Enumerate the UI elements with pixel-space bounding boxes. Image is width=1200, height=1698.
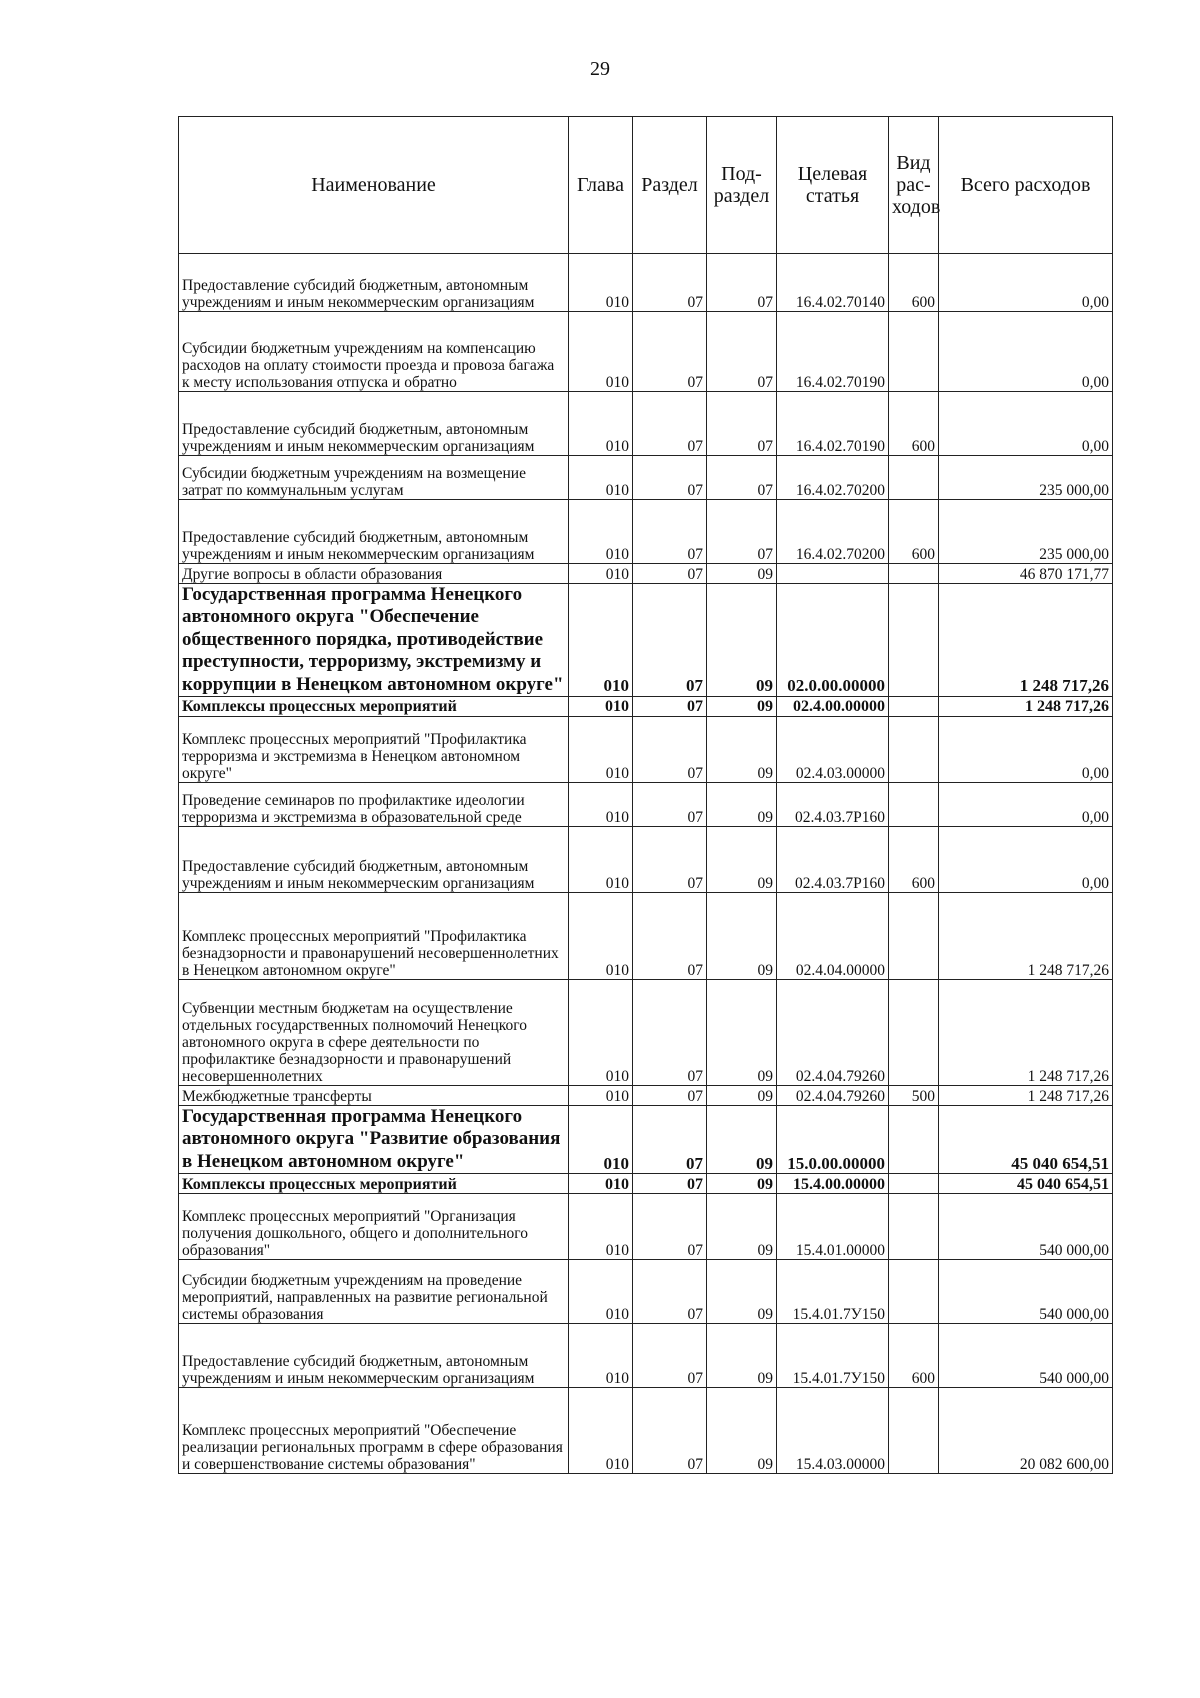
row-chapter: 010 [569, 254, 633, 312]
row-total: 0,00 [939, 827, 1113, 893]
row-subsection: 09 [707, 1194, 777, 1260]
row-type [889, 584, 939, 697]
row-section: 07 [633, 717, 707, 783]
row-section: 07 [633, 1174, 707, 1194]
row-chapter: 010 [569, 1388, 633, 1474]
table-row [179, 392, 1113, 456]
table-row [179, 893, 1113, 980]
row-total: 0,00 [939, 783, 1113, 827]
table-row [179, 717, 1113, 783]
row-name: Комплексы процессных мероприятий [179, 1174, 569, 1194]
row-total: 235 000,00 [939, 500, 1113, 564]
row-name: Комплекс процессных мероприятий "Обеспечение реализации региональных программ в сфере образования и совершенствование системы образования" [179, 1388, 569, 1474]
table-header-row [179, 117, 1113, 254]
row-type: 600 [889, 827, 939, 893]
row-section: 07 [633, 1194, 707, 1260]
row-target: 16.4.02.70190 [777, 312, 889, 392]
row-type [889, 312, 939, 392]
row-section: 07 [633, 1388, 707, 1474]
row-chapter: 010 [569, 1086, 633, 1106]
row-name: Государственная программа Ненецкого автономного округа "Обеспечение общественного порядка, противодействие преступности, терроризму, экстремизму и коррупции в Ненецком автономном округе" [179, 584, 569, 697]
row-subsection: 09 [707, 1260, 777, 1324]
row-type: 600 [889, 500, 939, 564]
row-subsection: 09 [707, 697, 777, 717]
row-target: 02.0.00.00000 [777, 584, 889, 697]
row-total: 1 248 717,26 [939, 1086, 1113, 1106]
row-total: 45 040 654,51 [939, 1174, 1113, 1194]
row-target: 15.4.01.7У150 [777, 1324, 889, 1388]
row-type: 600 [889, 254, 939, 312]
row-subsection: 09 [707, 1324, 777, 1388]
row-target: 15.4.01.00000 [777, 1194, 889, 1260]
table-row [179, 1324, 1113, 1388]
row-chapter: 010 [569, 564, 633, 584]
row-section: 07 [633, 312, 707, 392]
row-total: 540 000,00 [939, 1324, 1113, 1388]
row-chapter: 010 [569, 312, 633, 392]
header-total: Всего расходов [939, 117, 1113, 254]
row-section: 07 [633, 1086, 707, 1106]
row-target: 15.4.01.7У150 [777, 1260, 889, 1324]
row-target: 02.4.04.00000 [777, 893, 889, 980]
row-type [889, 1106, 939, 1174]
table-row [179, 564, 1113, 584]
row-total: 1 248 717,26 [939, 697, 1113, 717]
table-row [179, 456, 1113, 500]
row-target: 02.4.03.00000 [777, 717, 889, 783]
header-expense-type: Вид рас- ходов [889, 117, 939, 254]
table-row [179, 1086, 1113, 1106]
row-type [889, 1194, 939, 1260]
row-type [889, 456, 939, 500]
row-name: Предоставление субсидий бюджетным, автономным учреждениям и иным некоммерческим организациям [179, 254, 569, 312]
row-type [889, 564, 939, 584]
row-subsection: 09 [707, 783, 777, 827]
header-subsection: Под- раздел [707, 117, 777, 254]
table-row [179, 500, 1113, 564]
header-target-item: Целевая статья [777, 117, 889, 254]
table-row [179, 827, 1113, 893]
row-subsection: 09 [707, 1106, 777, 1174]
row-name: Комплекс процессных мероприятий "Профилактика терроризма и экстремизма в Ненецком автономном округе" [179, 717, 569, 783]
table-row [179, 697, 1113, 717]
table-row [179, 1174, 1113, 1194]
row-subsection: 09 [707, 980, 777, 1086]
row-chapter: 010 [569, 783, 633, 827]
row-total: 1 248 717,26 [939, 980, 1113, 1086]
row-total: 0,00 [939, 312, 1113, 392]
row-subsection: 09 [707, 893, 777, 980]
row-chapter: 010 [569, 1194, 633, 1260]
row-section: 07 [633, 392, 707, 456]
row-type [889, 1174, 939, 1194]
table-row [179, 980, 1113, 1086]
row-target: 02.4.04.79260 [777, 980, 889, 1086]
row-name: Предоставление субсидий бюджетным, автономным учреждениям и иным некоммерческим организациям [179, 1324, 569, 1388]
row-chapter: 010 [569, 456, 633, 500]
row-total: 235 000,00 [939, 456, 1113, 500]
row-target [777, 564, 889, 584]
row-chapter: 010 [569, 827, 633, 893]
row-type [889, 893, 939, 980]
row-name: Предоставление субсидий бюджетным, автономным учреждениям и иным некоммерческим организациям [179, 500, 569, 564]
row-type [889, 1260, 939, 1324]
row-name: Субвенции местным бюджетам на осуществление отдельных государственных полномочий Ненецкого автономного округа в сфере деятельности по профилактике безнадзорности и правонарушений несовершеннолетних [179, 980, 569, 1086]
row-target: 16.4.02.70140 [777, 254, 889, 312]
row-subsection: 09 [707, 827, 777, 893]
row-subsection: 09 [707, 584, 777, 697]
row-section: 07 [633, 500, 707, 564]
row-chapter: 010 [569, 392, 633, 456]
row-name: Комплексы процессных мероприятий [179, 697, 569, 717]
table-row [179, 254, 1113, 312]
row-subsection: 09 [707, 564, 777, 584]
row-chapter: 010 [569, 1260, 633, 1324]
row-type [889, 1388, 939, 1474]
row-chapter: 010 [569, 1324, 633, 1388]
row-type: 600 [889, 392, 939, 456]
row-subsection: 07 [707, 456, 777, 500]
row-target: 16.4.02.70200 [777, 500, 889, 564]
header-name: Наименование [179, 117, 569, 254]
header-chapter: Глава [569, 117, 633, 254]
row-total: 1 248 717,26 [939, 584, 1113, 697]
row-name: Другие вопросы в области образования [179, 564, 569, 584]
row-target: 16.4.02.70190 [777, 392, 889, 456]
header-section: Раздел [633, 117, 707, 254]
row-subsection: 09 [707, 1086, 777, 1106]
table-row [179, 1106, 1113, 1174]
table-row [179, 1194, 1113, 1260]
row-target: 02.4.04.79260 [777, 1086, 889, 1106]
row-chapter: 010 [569, 1174, 633, 1194]
row-subsection: 09 [707, 717, 777, 783]
row-name: Комплекс процессных мероприятий "Профилактика безнадзорности и правонарушений несовершеннолетних в Ненецком автономном округе" [179, 893, 569, 980]
row-target: 15.4.00.00000 [777, 1174, 889, 1194]
row-total: 540 000,00 [939, 1260, 1113, 1324]
row-target: 02.4.03.7Р160 [777, 827, 889, 893]
row-subsection: 07 [707, 500, 777, 564]
row-chapter: 010 [569, 717, 633, 783]
row-name: Государственная программа Ненецкого автономного округа "Развитие образования в Ненецком автономном округе" [179, 1106, 569, 1174]
row-chapter: 010 [569, 1106, 633, 1174]
row-name: Предоставление субсидий бюджетным, автономным учреждениям и иным некоммерческим организациям [179, 827, 569, 893]
budget-table [178, 116, 1113, 1474]
row-section: 07 [633, 254, 707, 312]
page-number: 29 [590, 58, 610, 80]
table-row [179, 312, 1113, 392]
row-total: 0,00 [939, 254, 1113, 312]
row-type: 500 [889, 1086, 939, 1106]
row-target: 16.4.02.70200 [777, 456, 889, 500]
row-section: 07 [633, 1324, 707, 1388]
row-type [889, 783, 939, 827]
row-name: Субсидии бюджетным учреждениям на компенсацию расходов на оплату стоимости проезда и провоза багажа к месту использования отпуска и обратно [179, 312, 569, 392]
row-name: Проведение семинаров по профилактике идеологии терроризма и экстремизма в образовательной среде [179, 783, 569, 827]
row-name: Комплекс процессных мероприятий "Организация получения дошкольного, общего и дополнительного образования" [179, 1194, 569, 1260]
row-subsection: 07 [707, 254, 777, 312]
row-type: 600 [889, 1324, 939, 1388]
row-name: Субсидии бюджетным учреждениям на проведение мероприятий, направленных на развитие региональной системы образования [179, 1260, 569, 1324]
row-total: 46 870 171,77 [939, 564, 1113, 584]
row-subsection: 07 [707, 312, 777, 392]
row-section: 07 [633, 564, 707, 584]
row-type [889, 697, 939, 717]
row-chapter: 010 [569, 893, 633, 980]
row-chapter: 010 [569, 584, 633, 697]
row-section: 07 [633, 783, 707, 827]
row-total: 540 000,00 [939, 1194, 1113, 1260]
table-row [179, 783, 1113, 827]
row-type [889, 717, 939, 783]
row-total: 20 082 600,00 [939, 1388, 1113, 1474]
row-name: Субсидии бюджетным учреждениям на возмещение затрат по коммунальным услугам [179, 456, 569, 500]
row-section: 07 [633, 456, 707, 500]
row-section: 07 [633, 893, 707, 980]
row-subsection: 09 [707, 1388, 777, 1474]
row-target: 02.4.00.00000 [777, 697, 889, 717]
row-name: Межбюджетные трансферты [179, 1086, 569, 1106]
row-total: 0,00 [939, 392, 1113, 456]
row-chapter: 010 [569, 697, 633, 717]
row-section: 07 [633, 584, 707, 697]
row-name: Предоставление субсидий бюджетным, автономным учреждениям и иным некоммерческим организациям [179, 392, 569, 456]
row-total: 0,00 [939, 717, 1113, 783]
row-section: 07 [633, 1106, 707, 1174]
table-body [179, 254, 1113, 1474]
row-section: 07 [633, 1260, 707, 1324]
table-row [179, 584, 1113, 697]
row-target: 02.4.03.7Р160 [777, 783, 889, 827]
row-total: 45 040 654,51 [939, 1106, 1113, 1174]
row-chapter: 010 [569, 500, 633, 564]
row-chapter: 010 [569, 980, 633, 1086]
row-section: 07 [633, 980, 707, 1086]
row-target: 15.4.03.00000 [777, 1388, 889, 1474]
row-section: 07 [633, 697, 707, 717]
table-row [179, 1388, 1113, 1474]
row-type [889, 980, 939, 1086]
row-section: 07 [633, 827, 707, 893]
row-target: 15.0.00.00000 [777, 1106, 889, 1174]
row-subsection: 09 [707, 1174, 777, 1194]
row-subsection: 07 [707, 392, 777, 456]
row-total: 1 248 717,26 [939, 893, 1113, 980]
table-row [179, 1260, 1113, 1324]
